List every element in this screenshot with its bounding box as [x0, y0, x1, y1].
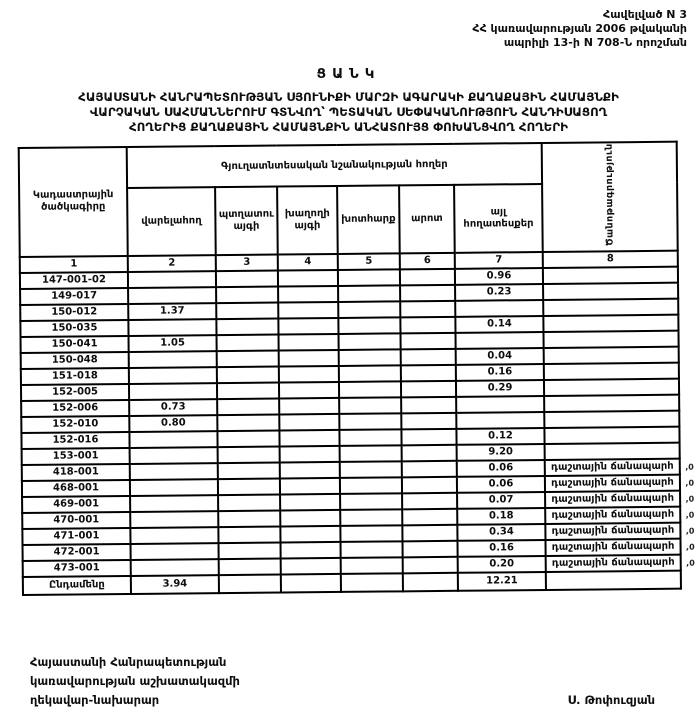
value-cell-col4 [281, 557, 341, 574]
value-cell-col2 [129, 367, 217, 384]
note-cell [545, 522, 695, 539]
value-cell-col7: 0.20 [458, 556, 546, 573]
value-cell-col2 [129, 383, 217, 400]
value-cell-col7: 0.07 [457, 492, 545, 509]
note-text: դաշտային ճանապարհ [551, 508, 675, 521]
note-cell [544, 346, 679, 363]
column-group-header-agricultural-lands: Գյուղատնտեսական նշանակության հողեր [127, 143, 542, 188]
column-sub-header-4: խաղողի այգի [277, 186, 338, 254]
value-cell-col4 [279, 397, 339, 414]
signature-name: Ս. Թոփուզյան [567, 693, 655, 707]
total-label-cell: Ընդամենը [23, 575, 131, 594]
value-cell-col2 [129, 351, 217, 368]
value-cell-col5 [340, 525, 402, 542]
value-cell-col3 [217, 414, 279, 431]
value-cell-col5 [341, 573, 403, 592]
value-cell-col3 [218, 526, 280, 543]
value-cell-col5 [340, 445, 402, 462]
value-cell-col3 [216, 318, 278, 335]
value-cell-col5 [339, 429, 401, 446]
value-cell-col6 [400, 332, 455, 349]
scan-edge-artifact: ,0 [685, 526, 695, 536]
column-sub-header-7: այլ հողատեսքեր [454, 184, 543, 252]
column-number-6: 6 [400, 252, 455, 269]
value-cell-col6 [402, 460, 457, 477]
cadastral-code-cell: 151-018 [21, 367, 129, 384]
cadastral-code-cell: 150-012 [20, 303, 128, 320]
page-subtitle [0, 90, 697, 135]
cadastral-code-cell: 152-006 [21, 399, 129, 416]
note-cell [543, 298, 678, 315]
value-cell-col4 [279, 349, 339, 366]
value-cell-col5 [340, 493, 402, 510]
subtitle-line-1: ՀԱՅԱՍՏԱՆԻ ՀԱՆՐԱՊԵՏՈՒԹՅԱՆ ՍՅՈՒՆԻՔԻ ՄԱՐԶԻ ԱԳԱՐԱԿԻ ՔԱՂԱՔԱՅԻՆ ՀԱՄԱՅՆՔԻ [78, 90, 619, 104]
value-cell-col3 [217, 366, 279, 383]
value-cell-col5 [340, 477, 402, 494]
value-cell-col5 [338, 269, 400, 286]
scan-edge-artifact: ,0 [685, 478, 695, 488]
value-cell-col7: 0.16 [457, 540, 545, 557]
value-cell-col6 [402, 508, 457, 525]
cadastral-code-cell: 472-001 [23, 543, 131, 560]
value-cell-col3 [216, 270, 278, 287]
appendix-reference-block [0, 8, 697, 50]
value-cell-col6 [402, 524, 457, 541]
footer [30, 653, 667, 710]
column-sub-header-3: պտղատու այգի [215, 187, 278, 255]
note-cell [543, 266, 678, 283]
value-cell-col3 [216, 286, 278, 303]
value-cell-col3 [217, 430, 279, 447]
value-cell-col7: 0.96 [455, 268, 543, 285]
subtitle-line-3: ՀՈՂԵՐԻՑ ՔԱՂԱՔԱՅԻՆ ՀԱՄԱՅՆՔԻՆ ԱՆՀԱՏՈՒՅՑ ՓՈԽԱՆՑՎՈՂ ՀՈՂԵՐԻ [129, 120, 568, 134]
appendix-ref-line-1: Հավելված N 3 [603, 8, 687, 21]
value-cell-col4 [279, 365, 339, 382]
value-cell-col4 [279, 429, 339, 446]
value-cell-col2 [131, 559, 219, 576]
cadastral-code-cell: 469-001 [22, 495, 130, 512]
note-cell [545, 490, 695, 507]
value-cell-col4 [279, 381, 339, 398]
value-cell-col2 [130, 495, 218, 512]
value-cell-col6 [400, 300, 455, 317]
cadastral-code-cell: 470-001 [22, 511, 130, 528]
value-cell-col5 [340, 541, 402, 558]
scan-edge-artifact: ,0 [685, 494, 695, 504]
cadastral-code-cell: 150-041 [21, 335, 129, 352]
note-text: դաշտային ճանապարհ [550, 460, 674, 473]
column-number-3: 3 [216, 254, 278, 271]
column-number-7: 7 [455, 252, 543, 269]
value-cell-col4 [279, 333, 339, 350]
value-cell-col6 [401, 428, 456, 445]
value-cell-col2 [130, 527, 218, 544]
value-cell-col6 [400, 284, 455, 301]
value-cell-col5 [340, 461, 402, 478]
scan-edge-artifact: ,0 [685, 462, 694, 472]
value-cell-col6 [401, 396, 456, 413]
value-cell-col3 [217, 334, 279, 351]
value-cell-col2 [128, 319, 216, 336]
value-cell-col2: 3.94 [131, 575, 219, 594]
value-cell-col7: 0.29 [456, 380, 544, 397]
note-cell [544, 330, 679, 347]
value-cell-col4 [281, 573, 341, 592]
column-number-8: 8 [543, 250, 678, 267]
cadastral-code-cell: 473-001 [23, 559, 131, 576]
value-cell-col4 [279, 413, 339, 430]
column-sub-header-2: վարելահող [127, 187, 216, 255]
note-cell [544, 426, 679, 443]
value-cell-col7: 0.18 [457, 508, 545, 525]
column-number-5: 5 [338, 253, 400, 270]
value-cell-col4 [280, 541, 340, 558]
column-number-2: 2 [128, 255, 216, 272]
value-cell-col4 [280, 461, 340, 478]
value-cell-col2 [130, 447, 218, 464]
value-cell-col4 [280, 509, 340, 526]
scan-edge-artifact: ,0 [685, 510, 695, 520]
value-cell-col4 [280, 477, 340, 494]
column-number-1: 1 [20, 256, 128, 273]
value-cell-col2 [130, 479, 218, 496]
note-cell [543, 282, 678, 299]
value-cell-col7 [456, 396, 544, 413]
subtitle-line-2: ՎԱՐՉԱԿԱՆ ՍԱՀՄԱՆՆԵՐՈՒՄ ԳՏՆՎՈՂ՝ ՊԵՏԱԿԱՆ ՍԵՓԱԿԱՆՈՒԹՅՈՒՆ ՀԱՆԴԻՍԱՑՈՂ [89, 105, 608, 119]
value-cell-col7: 0.06 [457, 460, 545, 477]
value-cell-col7 [455, 300, 543, 317]
value-cell-col2 [128, 287, 216, 304]
value-cell-col2: 1.05 [129, 335, 217, 352]
value-cell-col4 [278, 301, 338, 318]
value-cell-col7: 0.12 [456, 428, 544, 445]
value-cell-col3 [218, 478, 280, 495]
cadastral-code-cell: 147-001-02 [20, 271, 128, 288]
value-cell-col6 [403, 556, 458, 573]
note-cell [546, 554, 695, 571]
cadastral-code-cell: 418-001 [22, 463, 130, 480]
column-header-notes [542, 142, 678, 252]
value-cell-col7 [455, 332, 543, 349]
scan-edge-artifact: ,0 [686, 558, 695, 568]
column-sub-header-6: արոտ [399, 185, 455, 253]
note-cell [545, 506, 695, 523]
value-cell-col5 [341, 557, 403, 574]
value-cell-col4 [280, 445, 340, 462]
value-cell-col6 [402, 540, 457, 557]
value-cell-col6 [401, 412, 456, 429]
value-cell-col3 [218, 510, 280, 527]
value-cell-col5 [338, 333, 400, 350]
note-cell [545, 442, 680, 459]
cadastral-code-cell: 152-016 [21, 431, 129, 448]
value-cell-col6 [400, 316, 455, 333]
note-cell [543, 314, 678, 331]
column-number-4: 4 [278, 253, 338, 270]
cadastral-code-cell: 153-001 [22, 447, 130, 464]
value-cell-col5 [340, 509, 402, 526]
value-cell-col6 [401, 348, 456, 365]
appendix-ref-line-2: ՀՀ կառավարության 2006 թվականի [472, 22, 687, 35]
column-header-cadastral-code: Կադաստրային ծածկագիրը [19, 147, 128, 257]
value-cell-col6 [403, 572, 458, 591]
notes-header-vertical-text: Ծանոթագրություն [603, 143, 616, 246]
value-cell-col7: 0.23 [455, 284, 543, 301]
scan-edge-artifact: ,0 [685, 542, 695, 552]
table-header-group-row [19, 142, 677, 190]
value-cell-col4 [278, 269, 338, 286]
value-cell-col2 [129, 431, 217, 448]
value-cell-col4 [280, 493, 340, 510]
value-cell-col3 [219, 542, 281, 559]
value-cell-col7: 9.20 [457, 444, 545, 461]
value-cell-col3 [216, 302, 278, 319]
cadastral-code-cell: 468-001 [22, 479, 130, 496]
note-text: դաշտային ճանապարհ [551, 524, 675, 537]
cadastral-code-cell: 149-017 [20, 287, 128, 304]
note-cell [546, 570, 681, 589]
value-cell-col6 [402, 492, 457, 509]
page-title: ՑԱՆԿ [316, 66, 381, 82]
value-cell-col5 [338, 285, 400, 302]
value-cell-col3 [217, 382, 279, 399]
note-cell [544, 378, 679, 395]
note-cell [546, 538, 695, 555]
value-cell-col6 [402, 444, 457, 461]
value-cell-col3 [217, 350, 279, 367]
land-transfer-table [18, 141, 695, 596]
cadastral-code-cell: 150-048 [21, 351, 129, 368]
value-cell-col5 [338, 301, 400, 318]
value-cell-col6 [402, 476, 457, 493]
value-cell-col5 [339, 381, 401, 398]
value-cell-col4 [278, 285, 338, 302]
cadastral-code-cell: 150-035 [20, 319, 128, 336]
note-text: դաշտային ճանապարհ [551, 492, 675, 505]
cadastral-code-cell: 471-001 [22, 527, 130, 544]
value-cell-col3 [217, 398, 279, 415]
note-text: դաշտային ճանապարհ [551, 556, 675, 569]
value-cell-col2 [130, 511, 218, 528]
appendix-ref-line-3: ապրիլի 13-ի N 708-Ն որոշման [503, 36, 687, 49]
value-cell-col7: 0.14 [455, 316, 543, 333]
value-cell-col2: 0.73 [129, 399, 217, 416]
value-cell-col5 [339, 397, 401, 414]
value-cell-col5 [338, 317, 400, 334]
value-cell-col7: 0.16 [456, 364, 544, 381]
note-cell [545, 474, 695, 491]
value-cell-col6 [401, 380, 456, 397]
note-cell [545, 458, 694, 475]
value-cell-col7: 0.06 [457, 476, 545, 493]
footer-line-3: ղեկավար-նախարար [30, 693, 160, 707]
value-cell-col3 [219, 558, 281, 575]
value-cell-col3 [218, 462, 280, 479]
value-cell-col7: 0.04 [456, 348, 544, 365]
cadastral-code-cell: 152-010 [21, 415, 129, 432]
value-cell-col6 [401, 364, 456, 381]
value-cell-col2: 0.80 [129, 415, 217, 432]
footer-office-block [30, 653, 240, 710]
value-cell-col4 [280, 525, 340, 542]
column-sub-header-5: խոտհարք [337, 186, 400, 254]
value-cell-col7: 0.34 [457, 524, 545, 541]
note-cell [544, 410, 679, 427]
value-cell-col3 [219, 574, 281, 593]
note-cell [544, 394, 679, 411]
value-cell-col2 [131, 543, 219, 560]
note-text: դաշտային ճանապարհ [551, 540, 675, 553]
value-cell-col6 [400, 268, 455, 285]
value-cell-col2 [128, 271, 216, 288]
note-cell [544, 362, 679, 379]
value-cell-col2: 1.37 [128, 303, 216, 320]
value-cell-col3 [218, 494, 280, 511]
value-cell-col5 [339, 365, 401, 382]
footer-line-1: Հայաստանի Հանրապետության [30, 655, 227, 669]
value-cell-col2 [130, 463, 218, 480]
value-cell-col7 [456, 412, 544, 429]
cadastral-code-cell: 152-005 [21, 383, 129, 400]
note-text: դաշտային ճանապարհ [551, 476, 674, 489]
value-cell-col4 [278, 317, 338, 334]
value-cell-col3 [218, 446, 280, 463]
value-cell-col5 [339, 413, 401, 430]
footer-line-2: կառավարության աշխատակազմի [30, 674, 240, 688]
value-cell-col5 [339, 349, 401, 366]
value-cell-col7: 12.21 [458, 572, 546, 591]
